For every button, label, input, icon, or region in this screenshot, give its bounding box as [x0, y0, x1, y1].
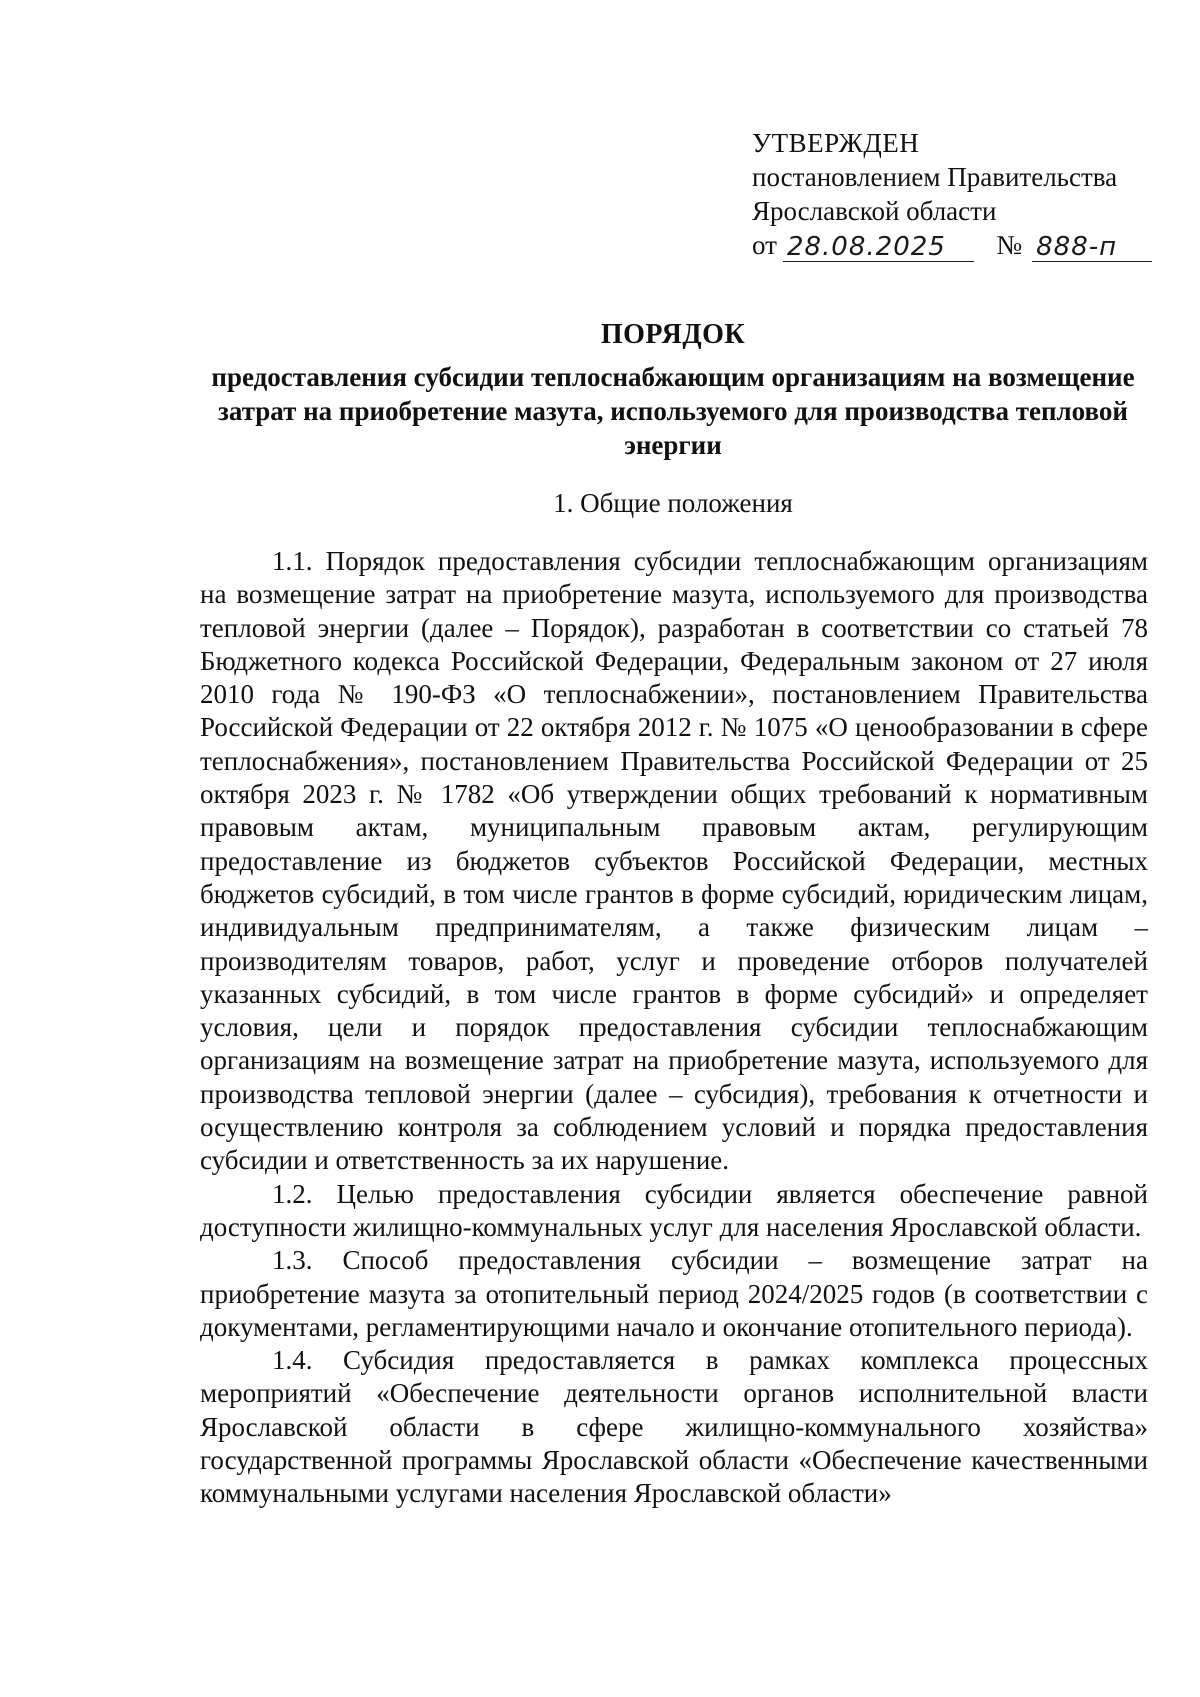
- section-title: 1. Общие положения: [553, 488, 793, 518]
- approval-line-1: постановлением Правительства: [752, 162, 1118, 192]
- handwritten-number: 888-п: [1032, 233, 1152, 262]
- date-prefix: от: [752, 230, 777, 260]
- handwritten-date: 28.08.2025: [783, 233, 974, 262]
- document-title: ПОРЯДОК: [600, 319, 746, 350]
- paragraph-1-3: 1.3. Способ предоставления субсидии – возмещение затрат на приобретение мазута за отопительный период 2024/2025 годов (в соответствии с документами, регламентирующими начало и окончание отопительного периода).: [200, 1245, 1148, 1342]
- number-sign: №: [996, 230, 1023, 260]
- approval-date-number-line: [752, 228, 1152, 262]
- document-body: [200, 545, 1148, 1511]
- paragraph-1-2: 1.2. Целью предоставления субсидии является обеспечение равной доступности жилищно-коммунальных услуг для населения Ярославской области.: [200, 1178, 1148, 1242]
- approval-block: [752, 126, 1152, 262]
- paragraph-1-1: 1.1. Порядок предоставления субсидии теплоснабжающим организациям на возмещение затрат на приобретение мазута, используемого для производства тепловой энергии (далее – Порядок), разработан в соответствии со статьей 78 Бюджетного кодекса Российской Федерации, Федеральным законом от 27 июля 2010 года № 190-ФЗ «О теплоснабжении», постановлением Правительства Российской Федерации от 22 октября 2012 г. № 1075 «О ценообразовании в сфере теплоснабжения», постановлением Правительства Российской Федерации от 25 октября 2023 г. № 1782 «Об утверждении общих требований к нормативным правовым актам, муниципальным правовым актам, регулирующим предоставление из бюджетов субъектов Российской Федерации, местных бюджетов субсидий, в том числе грантов в форме субсидий, юридическим лицам, индивидуальным предпринимателям, а также физическим лицам – производителям товаров, работ, услуг и проведение отборов получателей указанных субсидий, в том числе грантов в форме субсидий» и определяет условия, цели и порядок предоставления субсидии теплоснабжающим организациям на возмещение затрат на приобретение мазута, используемого для производства тепловой энергии (далее – субсидия), требования к отчетности и осуществлению контроля за соблюдением условий и порядка предоставления субсидии и ответственность за их нарушение.: [200, 546, 1148, 1176]
- approval-title: УТВЕРЖДЕН: [752, 128, 920, 158]
- paragraph-1-4: 1.4. Субсидия предоставляется в рамках комплекса процессных мероприятий «Обеспечение деятельности органов исполнительной власти Ярославской области в сфере жилищно-коммунального хозяйства» государственной программы Ярославской области «Обеспечение качественными коммунальными услугами населения Ярославской области»: [200, 1345, 1148, 1509]
- approval-line-2: Ярославской области: [752, 196, 997, 226]
- document-subtitle: предоставления субсидии теплоснабжающим организациям на возмещение затрат на приобретение мазута, используемого для производства тепловой энергии: [211, 362, 1135, 460]
- document-heading: [200, 318, 1146, 462]
